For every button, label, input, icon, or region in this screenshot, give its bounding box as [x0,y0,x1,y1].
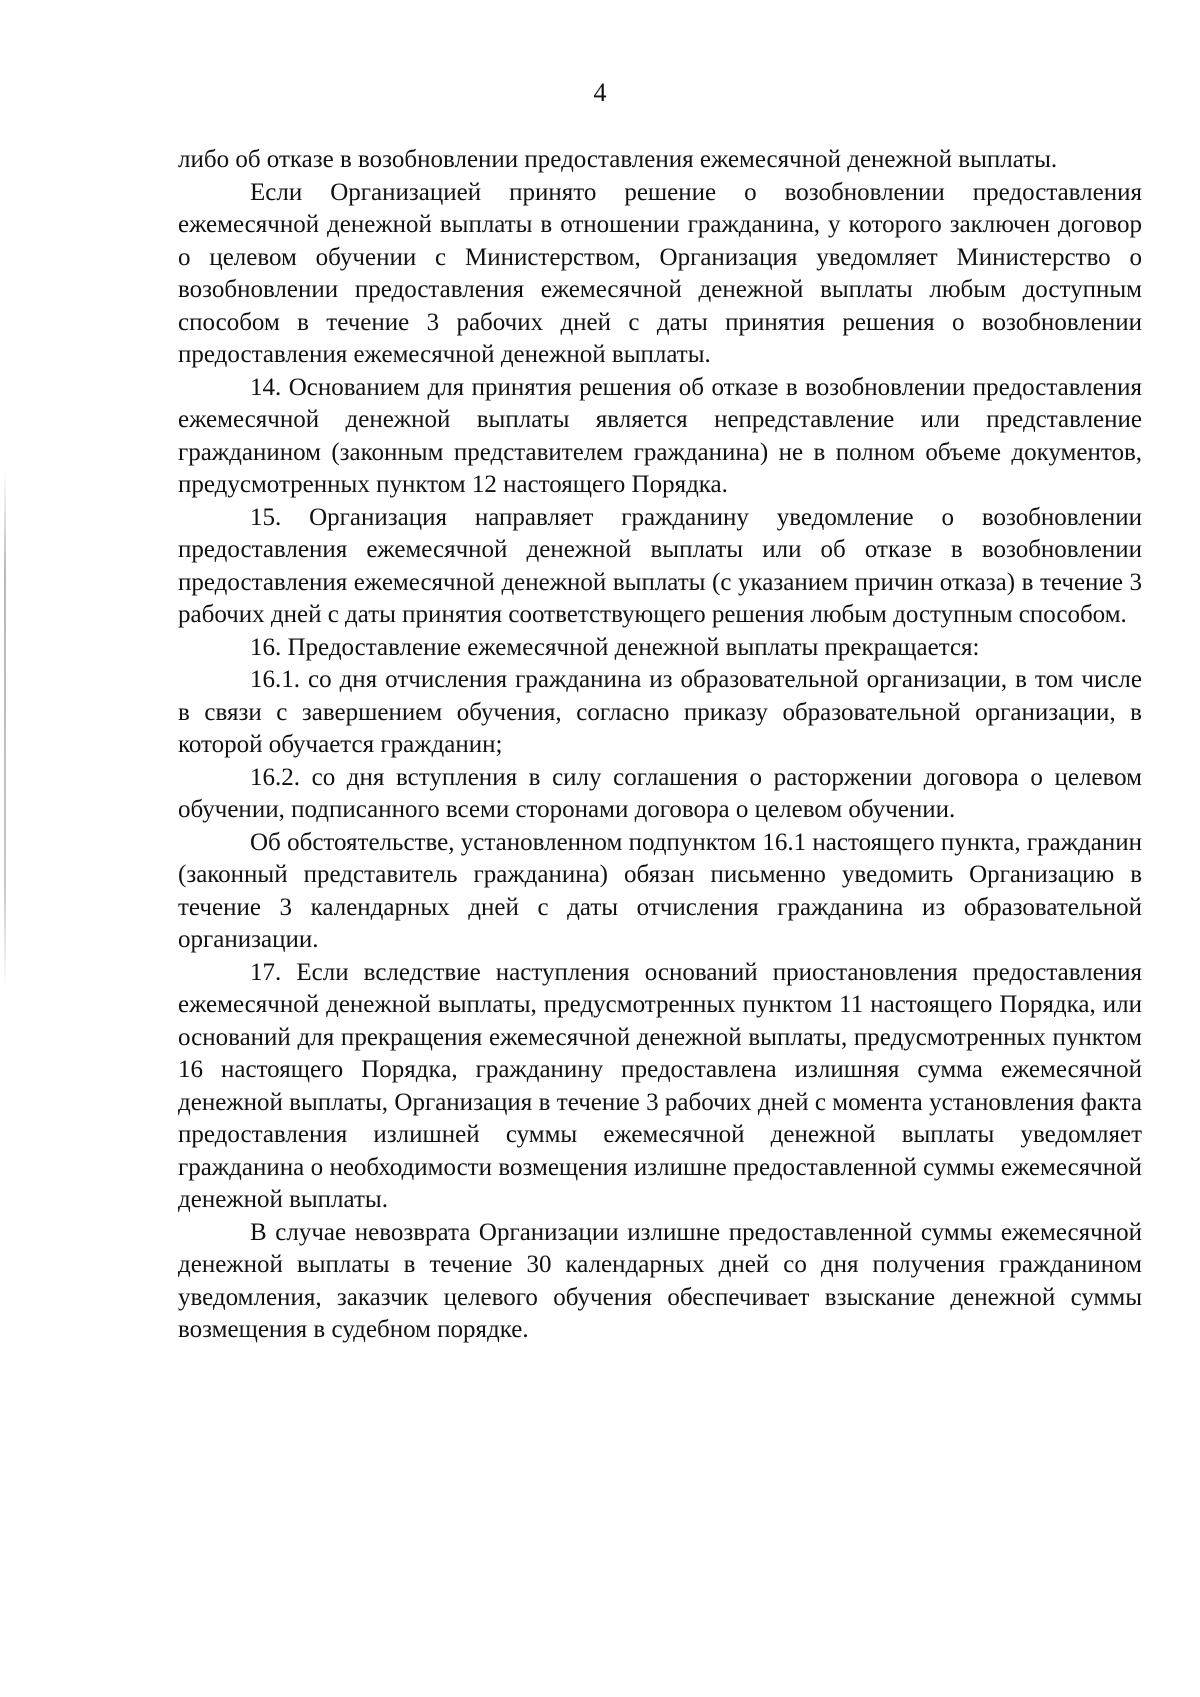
paragraph-circumstance-notice: Об обстоятельстве, установленном подпунктом 16.1 настоящего пункта, гражданин (законный представитель гражданина) обязан письменно уведомить Организацию в течение 3 календарных дней с даты отчисления гражданина из образовательной организации. [178,828,1142,953]
paragraph-item-14: 14. Основанием для принятия решения об отказе в возобновлении предоставления ежемесячной денежной выплаты является непредставление или представление гражданином (законным представителем гражданина) не в полном объеме документов, предусмотренных пунктом 12 настоящего Порядка. [178,373,1142,498]
paragraph-item-16-2: 16.2. со дня вступления в силу соглашения о расторжении договора о целевом обучении, подписанного всеми сторонами договора о целевом обучении. [178,763,1142,823]
paragraph-item-17: 17. Если вследствие наступления оснований приостановления предоставления ежемесячной денежной выплаты, предусмотренных пунктом 11 настоящего Порядка, или оснований для прекращения ежемесячной денежной выплаты, предусмотренных пунктом 16 настоящего Порядка, гражданину предоставлена излишняя сумма ежемесячной денежной выплаты, Организация в течение 3 рабочих дней с момента установления факта предоставления излишней суммы ежемесячной денежной выплаты уведомляет гражданина о необходимости возмещения излишне предоставленной суммы ежемесячной денежной выплаты. [178,958,1142,1213]
paragraph-resumption-notice: Если Организацией принято решение о возобновлении предоставления ежемесячной денежной выплаты в отношении гражданина, у которого заключен договор о целевом обучении с Министерством, Организация уведомляет Министерство о возобновлении предоставления ежемесячной денежной выплаты любым доступным способом в течение 3 рабочих дней с даты принятия решения о возобновлении предоставления ежемесячной денежной выплаты. [178,178,1142,368]
paragraph-non-return: В случае невозврата Организации излишне предоставленной суммы ежемесячной денежной выплаты в течение 30 календарных дней со дня получения гражданином уведомления, заказчик целевого обучения обеспечивает взыскание денежной суммы возмещения в судебном порядке. [178,1218,1142,1343]
paragraph-item-16: 16. Предоставление ежемесячной денежной выплаты прекращается: [250,633,980,661]
page-number: 4 [593,78,607,107]
scan-edge-artifact [4,470,6,990]
paragraph-item-15: 15. Организация направляет гражданину уведомление о возобновлении предоставления ежемесячной денежной выплаты или об отказе в возобновлении предоставления ежемесячной денежной выплаты (с указанием причин отказа) в течение 3 рабочих дней с даты принятия соответствующего решения любым доступным способом. [178,503,1142,628]
document-body [178,144,1142,1347]
paragraph-item-16-1: 16.1. со дня отчисления гражданина из образовательной организации, в том числе в связи с завершением обучения, согласно приказу образовательной организации, в которой обучается гражданин; [178,666,1142,758]
paragraph-continuation: либо об отказе в возобновлении предоставления ежемесячной денежной выплаты. [178,146,1058,173]
